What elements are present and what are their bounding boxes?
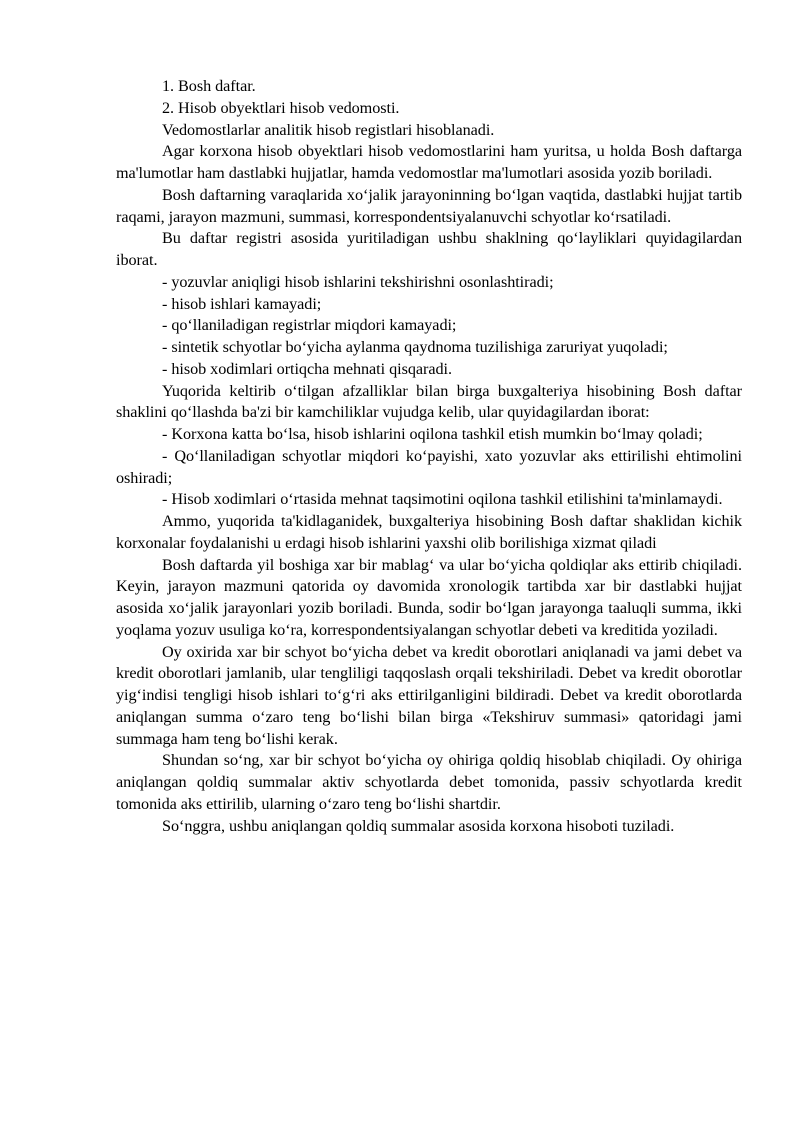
- paragraph: Shundan so‘ng, xar bir schyot bo‘yicha oy ohiriga qoldiq hisoblab chiqiladi. Oy ohiriga aniqlangan qoldiq summalar aktiv schyotlarda debet tomonida, passiv schyotlarda kredit tomonida aks ettirilib, ularning o‘zaro teng bo‘lishi shartdir.: [116, 751, 742, 813]
- paragraph: Yuqorida keltirib o‘tilgan afzalliklar bilan birga buxgalteriya hisobining Bosh daftar shaklini qo‘llashda ba'zi bir kamchiliklar vujudga kelib, ular quyidagilardan iborat:: [116, 381, 742, 422]
- bullet-item: - Korxona katta bo‘lsa, hisob ishlarini oqilona tashkil etish mumkin bo‘lmay qoladi;: [162, 425, 703, 443]
- bullet-item: - hisob ishlari kamayadi;: [162, 294, 322, 313]
- paragraph: Bosh daftarda yil boshiga xar bir mablag‘ va ular bo‘yicha qoldiqlar aks ettirib chiqiladi. Keyin, jarayon mazmuni qatorida oy davomida xronologik tartibda xar bir dastlabki hujjat asosida xo‘jalik jarayonlari yozib boriladi. Bunda, sodir bo‘lgan jarayonga taaluqli summa, ikki yoqlama yozuv usuliga ko‘ra, korrespondentsiyalangan schyotlar debeti va kreditida yoziladi.: [116, 555, 742, 639]
- paragraph: Bu daftar registri asosida yuritiladigan ushbu shaklning qo‘layliklari quyidagilardan iborat.: [116, 229, 742, 269]
- bullet-item: - qo‘llaniladigan registrlar miqdori kamayadi;: [162, 316, 457, 335]
- bullet-item: - Hisob xodimlari o‘rtasida mehnat taqsimotini oqilona tashkil etilishini ta'minlamaydi.: [162, 490, 723, 509]
- list-item-bosh-daftar: 1. Bosh daftar.: [162, 77, 256, 95]
- paragraph: Vedomostlarlar analitik hisob registlari hisoblanadi.: [162, 120, 495, 139]
- paragraph: So‘nggra, ushbu aniqlangan qoldiq summalar asosida korxona hisoboti tuziladi.: [162, 816, 675, 835]
- paragraph: Bosh daftarning varaqlarida xo‘jalik jarayoninning bo‘lgan vaqtida, dastlabki hujjat tartib raqami, jarayon mazmuni, summasi, korrespondentsiyalanuvchi schyotlar ko‘rsatiladi.: [116, 185, 742, 226]
- list-item-hisob-vedomosti: 2. Hisob obyektlari hisob vedomosti.: [162, 98, 400, 117]
- bullet-item: - Qo‘llaniladigan schyotlar miqdori ko‘payishi, xato yozuvlar aks ettirilishi ehtimolini oshiradi;: [116, 446, 742, 487]
- paragraph: Ammo, yuqorida ta'kidlaganidek, buxgalteriya hisobining Bosh daftar shaklidan kichik korxonalar foydalanishi u erdagi hisob ishlarini yaxshi olib borilishiga xizmat qiladi: [116, 512, 742, 552]
- paragraph: Oy oxirida xar bir schyot bo‘yicha debet va kredit oborotlari aniqlanadi va jami debet va kredit oborotlari jamlanib, ular tengliligi taqqoslash orqali tekshiriladi. Debet va kredit oborotlar yig‘indisi tengligi hisob ishlari to‘g‘ri aks ettirilganligini bildiradi. Debet va kredit oborotlarda aniqlangan summa o‘zaro teng bo‘lishi bilan birga «Tekshiruv summasi» qatoridagi jami summaga ham teng bo‘lishi kerak.: [116, 642, 742, 748]
- paragraph: Agar korxona hisob obyektlari hisob vedomostlarini ham yuritsa, u holda Bosh daftarga ma'lumotlar ham dastlabki hujjatlar, hamda vedomostlar ma'lumotlari asosida yozib boriladi.: [116, 142, 742, 182]
- bullet-item: - hisob xodimlari ortiqcha mehnati qisqaradi.: [162, 359, 452, 378]
- bullet-item: - yozuvlar aniqligi hisob ishlarini tekshirishni osonlashtiradi;: [162, 272, 554, 291]
- document-page: [116, 76, 742, 837]
- bullet-item: - sintetik schyotlar bo‘yicha aylanma qaydnoma tuzilishiga zaruriyat yuqoladi;: [162, 338, 668, 356]
